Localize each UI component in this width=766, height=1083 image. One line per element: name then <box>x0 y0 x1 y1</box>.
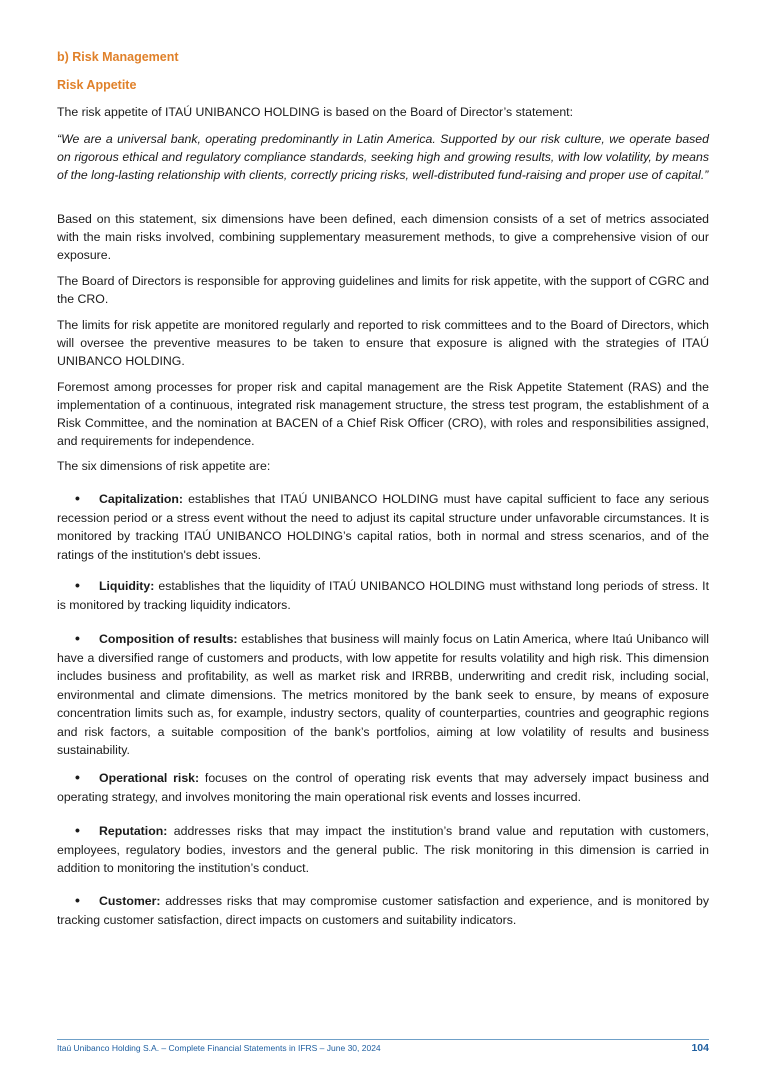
dimension-operational-risk <box>57 768 709 806</box>
dimension-capitalization <box>57 489 709 564</box>
limits-paragraph: The limits for risk appetite are monitored regularly and reported to risk committees and to the Board of Directors, which will oversee the preventive measures to be taken to ensure that exposure is aligned with the strategies of ITAÚ UNIBANCO HOLDING. <box>57 318 709 368</box>
bullet-icon: • <box>75 769 80 785</box>
dimension-term: Composition of results: <box>99 632 238 646</box>
dimension-text: establishes that business will mainly focus on Latin America, where Itaú Unibanco will have a diversified range of customers and products, with low appetite for results volatility and high risk. This dimension includes business and profitability, as well as market risk and IRRBB, underwriting and credit risk, including social, environmental and climate dimensions. The metrics monitored by the bank seek to ensure, by means of exposure concentration limits such as, for example, industry sectors, quality of counterparties, countries and geographic regions and risk factors, a suitable composition of the bank’s portfolios, aiming at low volatility of results and business sustainability. <box>57 632 710 757</box>
bullet-icon: • <box>75 577 80 593</box>
bullet-icon: • <box>75 892 80 908</box>
intro-paragraph: The risk appetite of ITAÚ UNIBANCO HOLDING is based on the Board of Director’s statement: <box>57 105 573 119</box>
dimension-term: Operational risk: <box>99 771 200 785</box>
bullet-icon: • <box>75 822 80 838</box>
section-heading: b) Risk Management <box>57 50 179 64</box>
bullet-icon: • <box>75 630 80 646</box>
board-responsibility-paragraph: The Board of Directors is responsible for approving guidelines and limits for risk appetite, with the support of CGRC and the CRO. <box>57 274 709 306</box>
dimensions-paragraph: Based on this statement, six dimensions have been defined, each dimension consists of a set of metrics associated with the main risks involved, combining supplementary measurement methods, to give a comprehensive vision of our exposure. <box>57 212 709 262</box>
six-dimensions-intro: The six dimensions of risk appetite are: <box>57 459 271 473</box>
dimension-text: establishes that the liquidity of ITAÚ UNIBANCO HOLDING must withstand long periods of stress. It is monitored by tracking liquidity indicators. <box>57 579 709 612</box>
dimension-term: Capitalization: <box>99 492 184 506</box>
dimension-customer <box>57 891 709 929</box>
dimension-composition-of-results <box>57 629 709 760</box>
dimension-liquidity <box>57 576 709 614</box>
dimension-text: focuses on the control of operating risk events that may adversely impact business and operating strategy, and involves monitoring the main operational risk events and losses incurred. <box>57 771 709 804</box>
dimension-text: addresses risks that may impact the institution’s brand value and reputation with customers, employees, regulatory bodies, investors and the general public. The risk monitoring in this dimension is carried in addition to monitoring the institution’s conduct. <box>57 824 709 875</box>
dimension-text: addresses risks that may compromise customer satisfaction and experience, and is monitored by tracking customer satisfaction, direct impacts on customers and suitability indicators. <box>57 894 709 927</box>
dimension-term: Liquidity: <box>99 579 155 593</box>
footer-document-title: Itaú Unibanco Holding S.A. – Complete Financial Statements in IFRS – June 30, 2024 <box>57 1043 381 1053</box>
bullet-icon: • <box>75 490 80 506</box>
dimension-text: establishes that ITAÚ UNIBANCO HOLDING must have capital sufficient to face any serious recession period or a stress event without the need to adjust its capital structure under unfavorable circumstances. It is monitored by tracking ITAÚ UNIBANCO HOLDING’s capital ratios, both in normal and stress scenarios, and of the ratings of the institution's debt issues. <box>57 492 709 562</box>
dimension-term: Customer: <box>99 894 161 908</box>
footer-divider <box>57 1039 709 1040</box>
page-number: 104 <box>691 1042 709 1054</box>
board-statement-quote: “We are a universal bank, operating predominantly in Latin America. Supported by our risk culture, we operate based on rigorous ethical and regulatory compliance standards, seeking high and growing results, with low volatility, by means of the long-lasting relationship with clients, correctly pricing risks, well-distributed fund-raising and proper use of capital.” <box>57 132 709 182</box>
dimension-term: Reputation: <box>99 824 168 838</box>
sub-heading: Risk Appetite <box>57 78 137 92</box>
dimension-reputation <box>57 821 709 878</box>
processes-paragraph: Foremost among processes for proper risk and capital management are the Risk Appetite Statement (RAS) and the implementation of a continuous, integrated risk management structure, the stress test program, the establishment of a Risk Committee, and the nomination at BACEN of a Chief Risk Officer (CRO), with roles and responsibilities assigned, and requirements for independence. <box>57 380 709 448</box>
